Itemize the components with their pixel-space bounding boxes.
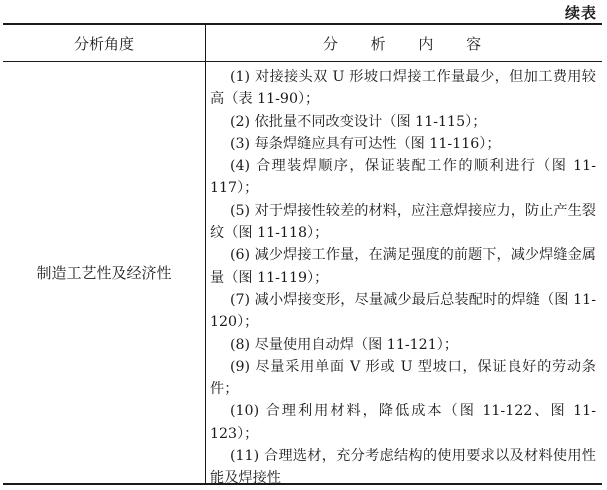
list-item: (5) 对于焊接性较差的材料，应注意焊接应力，防止产生裂纹（图 11-118）；: [210, 202, 596, 242]
list-item: (2) 依批量不同改变设计（图 11-115）；: [230, 113, 487, 130]
column-divider: [205, 25, 206, 483]
list-item: (9) 尽量采用单面 V 形或 U 型坡口，保证良好的劳动条件；: [210, 358, 596, 398]
list-item: (7) 减小焊接变形，尽量减少最后总装配时的焊缝（图 11-120）；: [210, 291, 596, 331]
header-analysis-content: 分 析 内 容: [322, 34, 496, 53]
row-category-label: 制造工艺性及经济性: [36, 264, 172, 282]
table-header-row: [3, 25, 602, 62]
list-item: (4) 合理装焊顺序，保证装配工作的顺利进行（图 11-117）；: [210, 158, 596, 197]
list-item: (10) 合理利用材料，降低成本（图 11-122、图 11-123）；: [210, 403, 596, 442]
list-item: (1) 对接接头双 U 形坡口焊接工作量最少，但加工费用较高（表 11-90）；: [210, 69, 596, 108]
list-item: (3) 每条焊缝应具有可达性（图 11-116）；: [230, 135, 501, 152]
header-analysis-angle: 分析角度: [73, 34, 134, 53]
list-item: (8) 尽量使用自动焊（图 11-121）；: [230, 336, 459, 353]
analysis-table: [3, 23, 602, 485]
list-item: (6) 减少焊接工作量，在满足强度的前题下，减少焊缝金属量（图 11-119）；: [210, 247, 596, 286]
analysis-content-list: [210, 66, 596, 490]
table-continued-caption: 续表: [564, 4, 597, 22]
list-item: (11) 合理选材，充分考虑结构的使用要求以及材料使用性能及焊接性: [210, 448, 596, 487]
